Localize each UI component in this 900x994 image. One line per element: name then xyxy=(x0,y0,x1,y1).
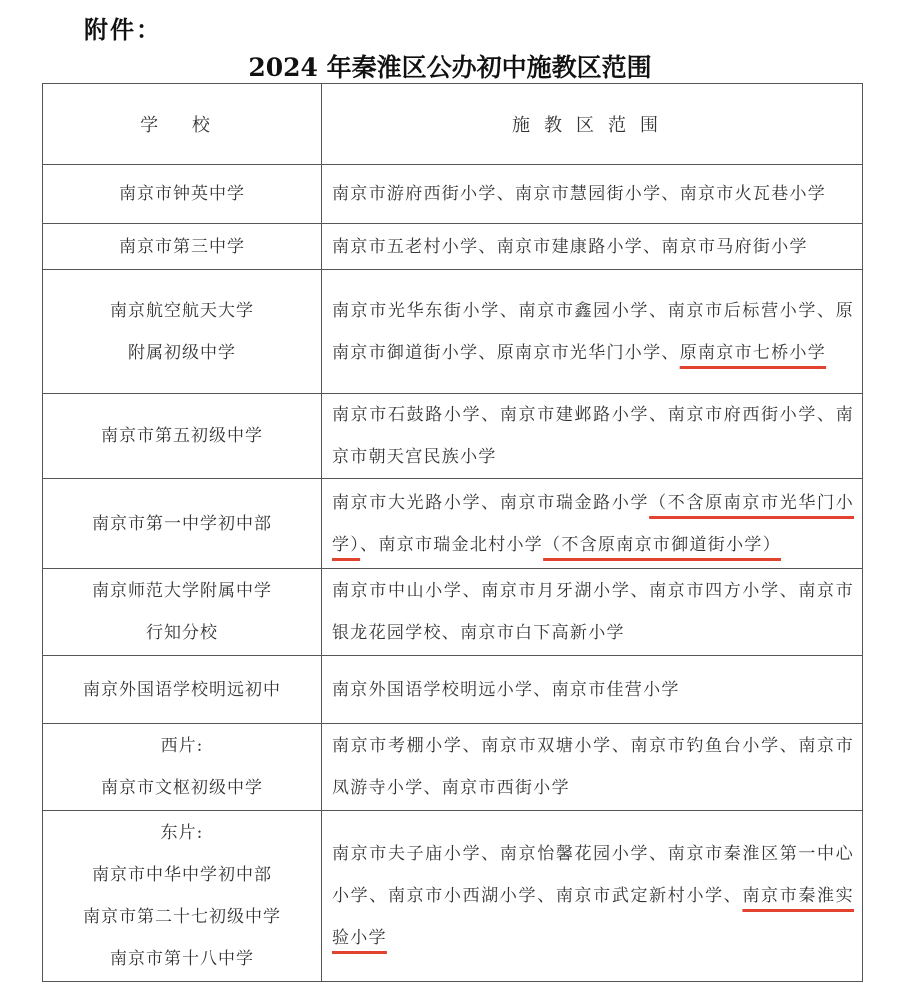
catchment-range-cell xyxy=(322,394,863,479)
table-row xyxy=(43,394,863,479)
catchment-range-cell xyxy=(322,165,863,224)
range-text: 南京外国语学校明远小学、南京市佳营小学 xyxy=(332,679,680,700)
catchment-range-cell xyxy=(322,811,863,982)
table-header-row xyxy=(43,84,863,165)
range-text: 南京市考棚小学、南京市双塘小学、南京市钓鱼台小学、南京市凤游寺小学、南京市西街小学 xyxy=(332,736,854,798)
range-text: 南京市夫子庙小学、南京怡馨花园小学、南京市秦淮区第一中心小学、南京市小西湖小学、南京市武定新村小学、 xyxy=(332,844,854,906)
range-text: 南京市游府西街小学、南京市慧园街小学、南京市火瓦巷小学 xyxy=(332,184,827,204)
table-row xyxy=(43,569,863,656)
school-cell xyxy=(43,656,322,724)
range-text: 南京市石鼓路小学、南京市建邺路小学、南京市府西街小学、南京市朝天宫民族小学 xyxy=(332,405,854,467)
school-cell xyxy=(43,569,322,656)
school-name-line: 西片: xyxy=(160,736,204,756)
catchment-range-cell xyxy=(322,270,863,394)
school-name-line: 南京市中华中学初中部 xyxy=(92,865,272,885)
school-cell xyxy=(43,394,322,479)
highlighted-range-text: 原南京市七桥小学 xyxy=(679,342,827,363)
school-name-line: 南京市第三中学 xyxy=(119,236,245,257)
column-header-range: 施教区范围 xyxy=(322,84,863,165)
range-text: 南京市五老村小学、南京市建康路小学、南京市马府街小学 xyxy=(332,236,808,257)
range-text: 南京市光华东街小学、南京市鑫园小学、南京市后标营小学、原南京市御道街小学、原南京市光华门小学、 xyxy=(332,300,854,363)
school-name-line: 行知分校 xyxy=(146,623,218,643)
school-name-line: 南京市钟英中学 xyxy=(119,184,245,204)
table-row xyxy=(43,479,863,569)
school-name-line: 南京师范大学附属中学 xyxy=(92,581,272,601)
school-name-line: 南京市文枢初级中学 xyxy=(101,778,263,798)
table-row xyxy=(43,165,863,224)
school-cell xyxy=(43,165,322,224)
school-name-line: 南京市第五初级中学 xyxy=(101,426,263,446)
school-name-line: 南京外国语学校明远初中 xyxy=(83,679,281,700)
range-text: 、南京市瑞金北村小学 xyxy=(360,534,544,555)
table-row xyxy=(43,656,863,724)
school-name-line: 南京市第一中学初中部 xyxy=(92,513,272,534)
document-title: 2024 年秦淮区公办初中施教区范围 xyxy=(248,53,652,82)
school-cell xyxy=(43,724,322,811)
range-text: 南京市大光路小学、南京市瑞金路小学 xyxy=(332,492,650,513)
school-name-line: 东片: xyxy=(160,823,204,843)
school-name-line: 南京市第十八中学 xyxy=(110,949,254,969)
school-name-line: 南京市第二十七初级中学 xyxy=(83,907,281,927)
catchment-range-cell xyxy=(322,724,863,811)
catchment-table xyxy=(42,83,863,982)
school-cell xyxy=(43,224,322,270)
catchment-range-cell xyxy=(322,224,863,270)
school-name-line: 南京航空航天大学 xyxy=(110,300,254,321)
highlighted-range-text: （不含原南京市御道街小学） xyxy=(543,534,782,555)
school-cell xyxy=(43,270,322,394)
column-header-school: 学 校 xyxy=(43,84,322,165)
catchment-range-cell xyxy=(322,479,863,569)
range-text: 南京市中山小学、南京市月牙湖小学、南京市四方小学、南京市银龙花园学校、南京市白下高新小学 xyxy=(332,581,854,643)
highlighted-range-text: （不含原南京市光华门小学） xyxy=(332,492,854,555)
table-row xyxy=(43,724,863,811)
highlighted-range-text: 南京市秦淮实验小学 xyxy=(332,886,854,948)
school-name-line: 附属初级中学 xyxy=(128,342,236,363)
table-row xyxy=(43,811,863,982)
table-row xyxy=(43,224,863,270)
school-cell xyxy=(43,479,322,569)
annex-label: 附件： xyxy=(84,16,162,44)
catchment-range-cell xyxy=(322,569,863,656)
table-row xyxy=(43,270,863,394)
school-cell xyxy=(43,811,322,982)
catchment-range-cell xyxy=(322,656,863,724)
